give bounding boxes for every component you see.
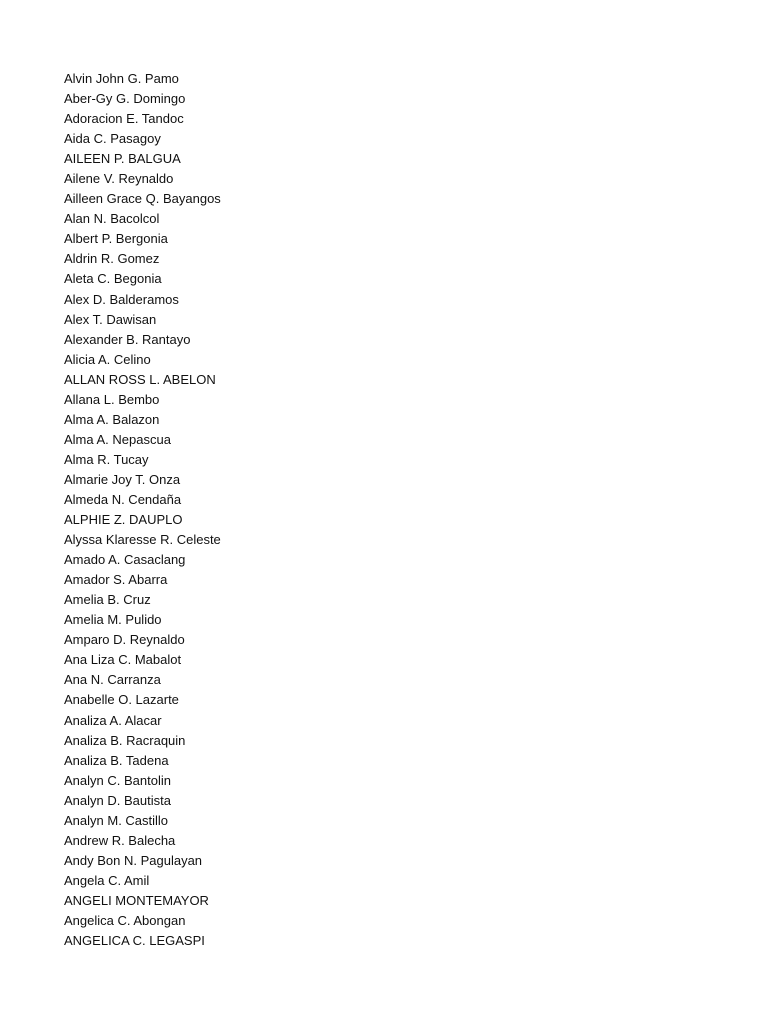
list-item: Angela C. Amil — [64, 872, 150, 888]
list-item: ANGELI MONTEMAYOR — [64, 892, 209, 908]
list-item: Analyn C. Bantolin — [64, 772, 171, 788]
list-item: Almeda N. Cendaña — [64, 491, 182, 507]
list-item: Ana Liza C. Mabalot — [64, 652, 182, 668]
list-item: Ailene V. Reynaldo — [64, 171, 174, 187]
list-item: Alma A. Nepascua — [64, 431, 171, 447]
list-item: Andy Bon N. Pagulayan — [64, 852, 203, 868]
list-item: Analyn M. Castillo — [64, 812, 169, 828]
list-item: Alma A. Balazon — [64, 411, 160, 427]
list-item: Aida C. Pasagoy — [64, 131, 161, 147]
list-item: AILEEN P. BALGUA — [64, 151, 181, 167]
list-item: Albert P. Bergonia — [64, 231, 168, 247]
list-item: Alan N. Bacolcol — [64, 211, 160, 227]
list-item: Alex D. Balderamos — [64, 291, 179, 307]
list-item: Amador S. Abarra — [64, 572, 168, 588]
list-item: Andrew R. Balecha — [64, 832, 176, 848]
name-list — [64, 69, 221, 951]
list-item: Aber-Gy G. Domingo — [64, 91, 186, 107]
list-item: Alexander B. Rantayo — [64, 331, 191, 347]
list-item: ALPHIE Z. DAUPLO — [64, 512, 183, 528]
list-item: Adoracion E. Tandoc — [64, 111, 184, 127]
list-item: Anabelle O. Lazarte — [64, 692, 179, 708]
list-item: Amparo D. Reynaldo — [64, 632, 185, 648]
list-item: Ana N. Carranza — [64, 672, 161, 688]
list-item: Allana L. Bembo — [64, 391, 160, 407]
list-item: Alyssa Klaresse R. Celeste — [64, 532, 221, 548]
list-item: Amelia B. Cruz — [64, 592, 151, 608]
list-item: Almarie Joy T. Onza — [64, 471, 181, 487]
list-item: Aldrin R. Gomez — [64, 251, 160, 267]
list-item: Alma R. Tucay — [64, 451, 149, 467]
list-item: ANGELICA C. LEGASPI — [64, 933, 205, 949]
list-item: ALLAN ROSS L. ABELON — [64, 371, 216, 387]
list-item: Analiza B. Racraquin — [64, 732, 186, 748]
list-item: Angelica C. Abongan — [64, 912, 186, 928]
list-item: Amado A. Casaclang — [64, 552, 186, 568]
list-item: Alicia A. Celino — [64, 351, 151, 367]
list-item: Ailleen Grace Q. Bayangos — [64, 191, 221, 207]
list-item: Analyn D. Bautista — [64, 792, 171, 808]
list-item: Aleta C. Begonia — [64, 271, 162, 287]
list-item: Analiza A. Alacar — [64, 712, 162, 728]
list-item: Alex T. Dawisan — [64, 311, 157, 327]
list-item: Analiza B. Tadena — [64, 752, 169, 768]
list-item: Amelia M. Pulido — [64, 612, 162, 628]
list-item: Alvin John G. Pamo — [64, 71, 179, 86]
